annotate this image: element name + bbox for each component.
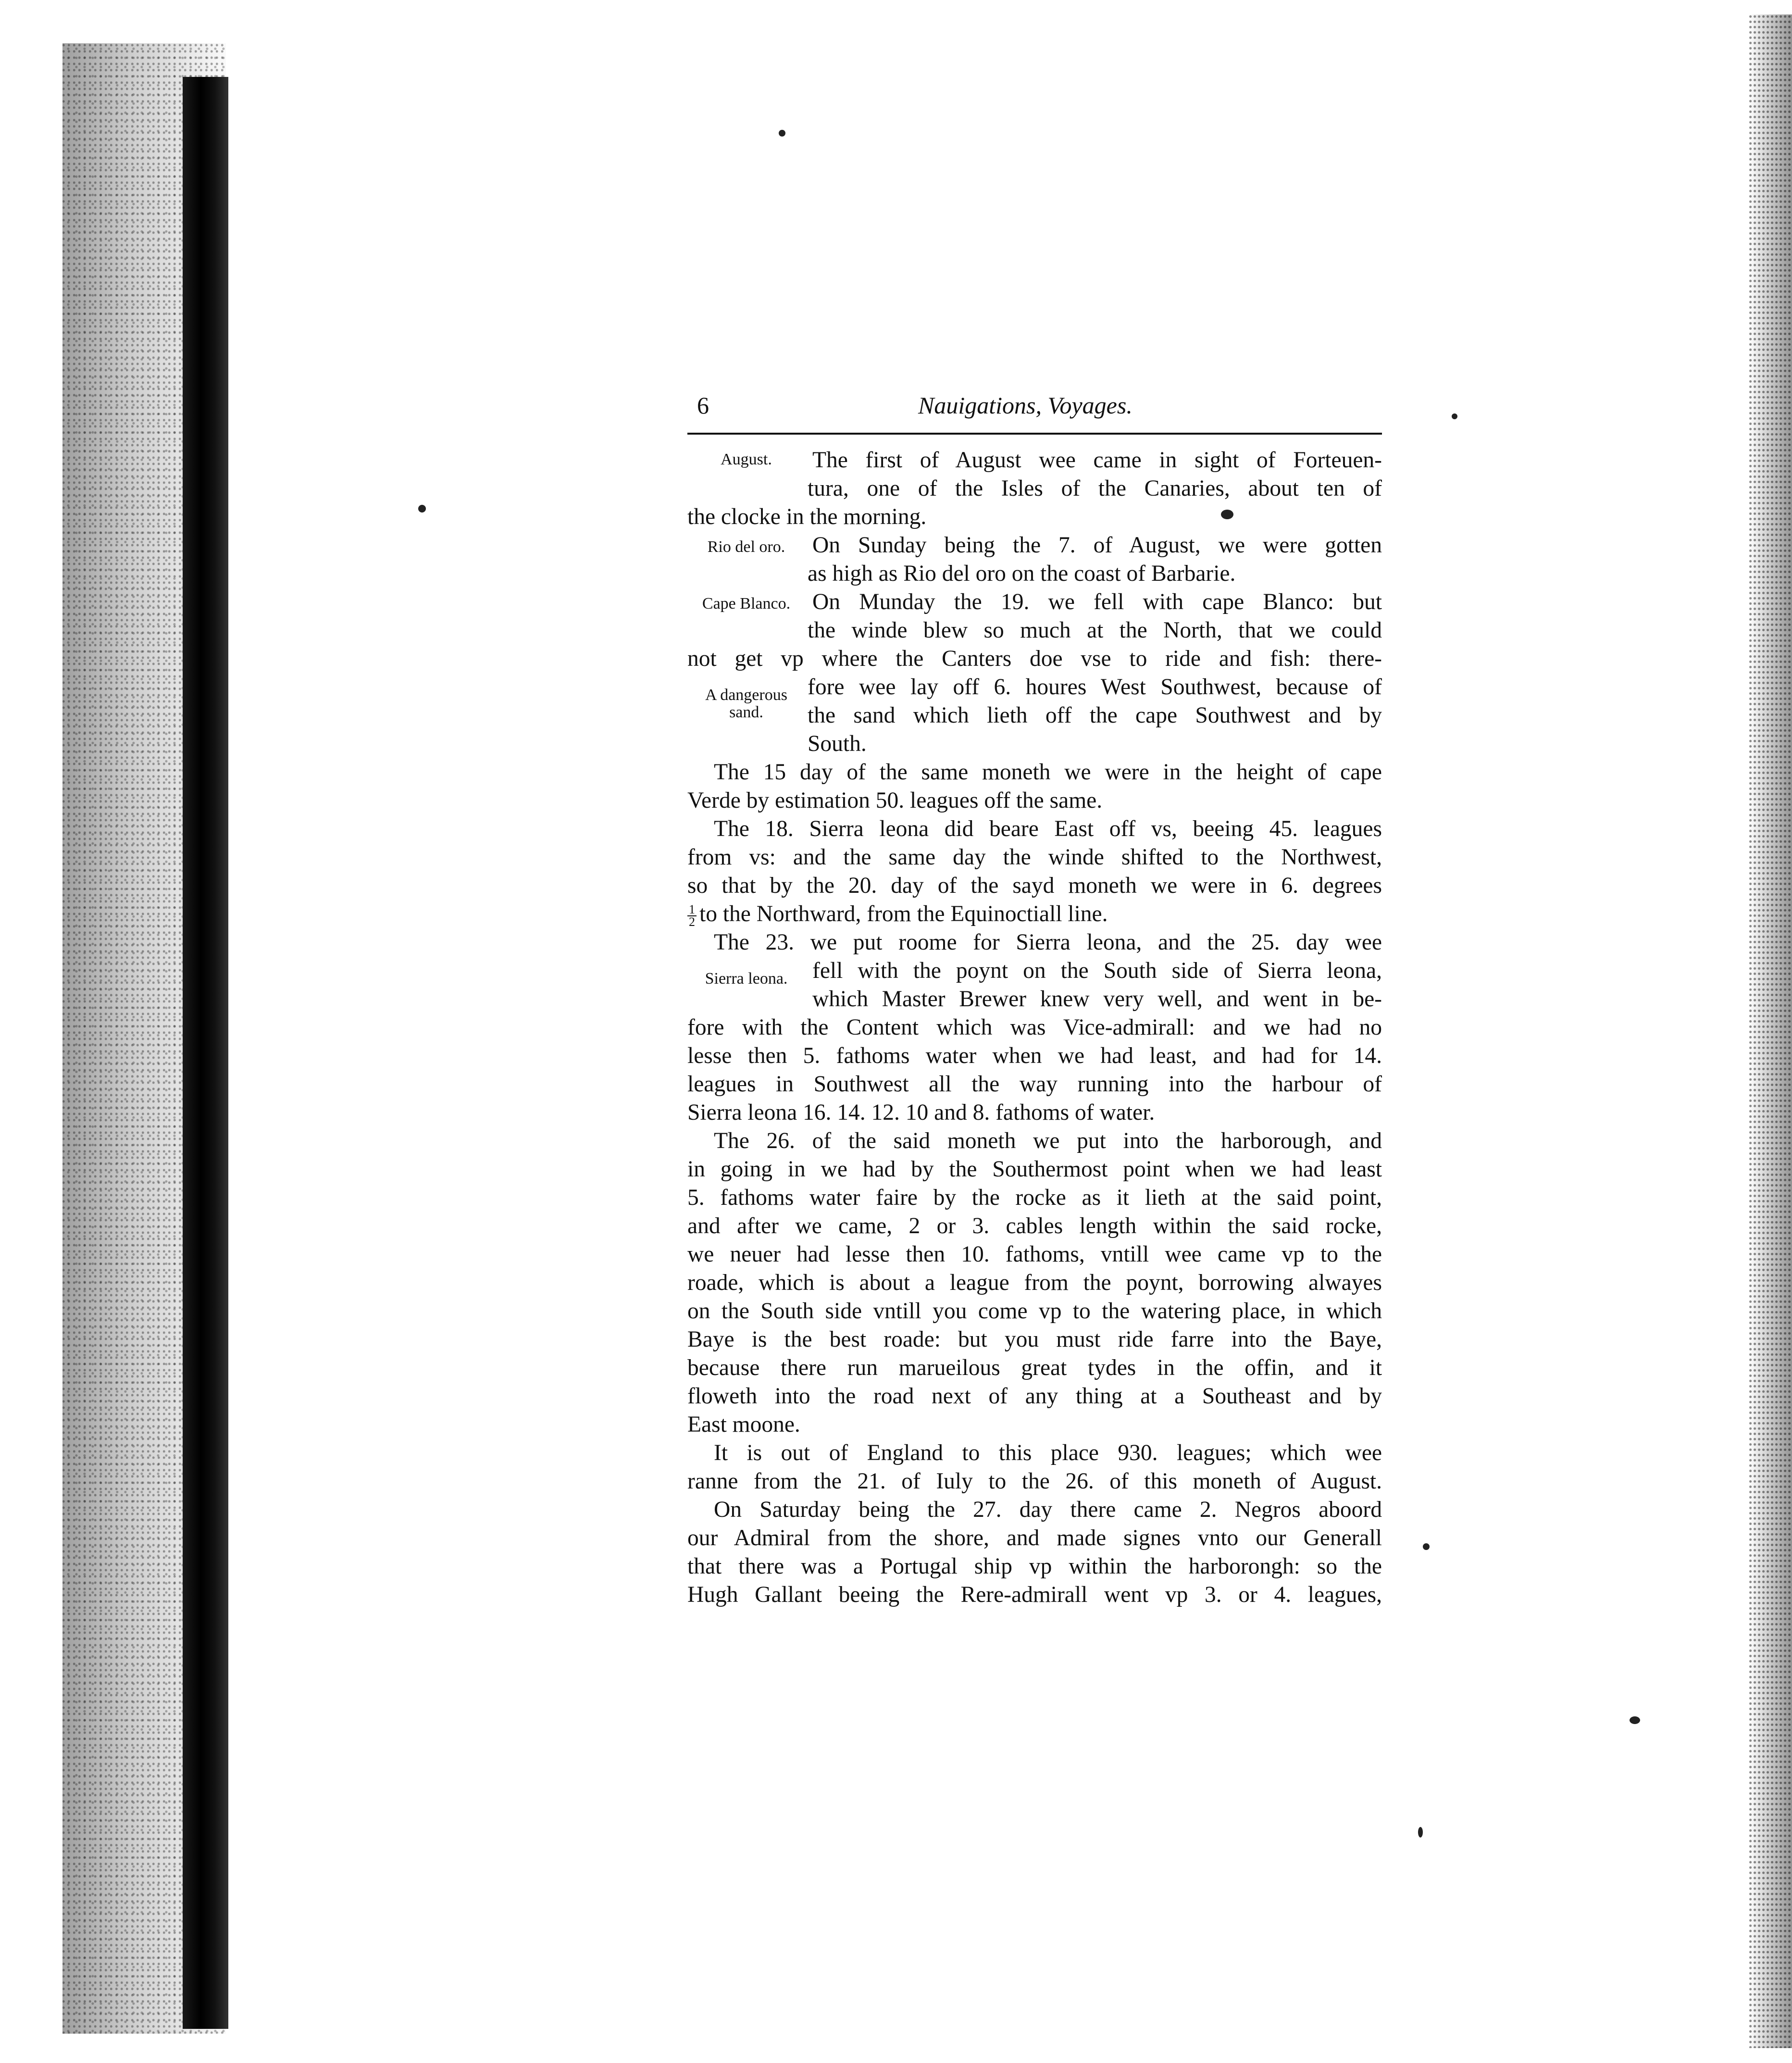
text-line: which Master Brewer knew very well, and went in be-: [812, 987, 1382, 1012]
text-line: our Admiral from the shore, and made signes vnto our Generall: [687, 1525, 1382, 1550]
text-line: 5. fathoms water faire by the rocke as it lieth at the said point,: [687, 1185, 1382, 1210]
text-line: South.: [808, 731, 867, 756]
text-line: to the Northward, from the Equinoctiall line.: [699, 901, 1108, 926]
text-line: The 15 day of the same moneth we were in the height of cape: [714, 760, 1382, 785]
body-text: [687, 446, 1382, 1609]
side-note-rio-del-oro: Rio del oro.: [707, 538, 785, 556]
text-line: fore wee lay off 6. houres West Southwest, because of: [808, 675, 1382, 700]
text-line: The 26. of the said moneth we put into the harborough, and: [714, 1128, 1382, 1153]
scan-speck: [1418, 1827, 1423, 1838]
text-line: and after we came, 2 or 3. cables length within the said rocke,: [687, 1213, 1382, 1238]
text-line: ranne from the 21. of Iuly to the 26. of this moneth of August.: [687, 1469, 1382, 1494]
header-rule: [687, 433, 1382, 435]
scan-speck: [779, 130, 785, 137]
text-line: fore with the Content which was Vice-admirall: and we had no: [687, 1015, 1382, 1040]
text-line: Sierra leona 16. 14. 12. 10 and 8. fathoms of water.: [687, 1100, 1155, 1125]
scan-speck: [1423, 1543, 1430, 1550]
text-line: The first of August wee came in sight of Forteuen-: [812, 448, 1382, 473]
running-title: Nauigations, Voyages.: [918, 392, 1132, 419]
scan-speck: [1630, 1716, 1640, 1724]
text-line: floweth into the road next of any thing at a Southeast and by: [687, 1384, 1382, 1409]
text-line: on the South side vntill you come vp to the watering place, in which: [687, 1299, 1382, 1324]
text-line: fell with the poynt on the South side of Sierra leona,: [812, 958, 1382, 983]
text-line: lesse then 5. fathoms water when we had least, and had for 14.: [687, 1043, 1382, 1068]
scan-speck: [418, 505, 426, 513]
text-line: Baye is the best roade: but you must ride farre into the Baye,: [687, 1327, 1382, 1352]
text-line: the clocke in the morning.: [687, 504, 927, 529]
scan-speck: [1452, 413, 1457, 419]
text-line: Verde by estimation 50. leagues off the same.: [687, 788, 1103, 813]
text-line: from vs: and the same day the winde shifted to the Northwest,: [687, 845, 1382, 870]
text-line: On Munday the 19. we fell with cape Blanco: but: [812, 589, 1382, 614]
text-line: leagues in Southwest all the way running into the harbour of: [687, 1072, 1382, 1097]
side-note-sierra-leona: Sierra leona.: [705, 970, 788, 988]
running-head: [687, 385, 1382, 433]
text-line: The 23. we put roome for Sierra leona, and the 25. day wee: [714, 930, 1382, 955]
text-line: the sand which lieth off the cape Southwest and by: [808, 703, 1382, 728]
text-line: in going in we had by the Southermost point when we had least: [687, 1157, 1382, 1182]
text-line: It is out of England to this place 930. leagues; which wee: [714, 1440, 1382, 1465]
side-note-dangerous-sand-line-2: sand.: [729, 703, 763, 721]
text-line-with-fraction: [687, 900, 1382, 928]
text-line: tura, one of the Isles of the Canaries, about ten of: [808, 476, 1382, 501]
side-note-cape-blanco: Cape Blanco.: [702, 595, 791, 613]
text-line: roade, which is about a league from the poynt, borrowing alwayes: [687, 1270, 1382, 1295]
scan-right-edge-shadow: [1749, 14, 1792, 2048]
side-note-dangerous-sand-line-1: A dangerous: [705, 686, 787, 704]
text-line: because there run marueilous great tydes in the offin, and it: [687, 1355, 1382, 1380]
text-line: the winde blew so much at the North, that we could: [808, 618, 1382, 643]
fraction-one-half: [687, 904, 697, 928]
book-spine-shadow: [183, 77, 228, 2029]
page-number: 6: [697, 392, 709, 419]
fraction-numerator: 1: [687, 904, 697, 916]
text-line: we neuer had lesse then 10. fathoms, vntill wee came vp to the: [687, 1242, 1382, 1267]
side-note-dangerous-sand: [687, 687, 805, 721]
text-line: East moone.: [687, 1412, 800, 1437]
book-page: [687, 385, 1382, 1609]
text-line: The 18. Sierra leona did beare East off vs, beeing 45. leagues: [714, 816, 1382, 841]
text-line: so that by the 20. day of the sayd moneth we were in 6. degrees: [687, 873, 1382, 898]
side-note-august: August.: [721, 450, 772, 468]
text-line: On Saturday being the 27. day there came 2. Negros aboord: [714, 1497, 1382, 1522]
text-line: as high as Rio del oro on the coast of Barbarie.: [808, 561, 1236, 586]
text-line: On Sunday being the 7. of August, we were gotten: [812, 533, 1382, 558]
text-line: that there was a Portugal ship vp within the harborongh: so the: [687, 1554, 1382, 1579]
fraction-denominator: 2: [689, 915, 695, 929]
text-line: Hugh Gallant beeing the Rere-admirall went vp 3. or 4. leagues,: [687, 1582, 1382, 1607]
text-line: not get vp where the Canters doe vse to ride and fish: there-: [687, 646, 1382, 671]
